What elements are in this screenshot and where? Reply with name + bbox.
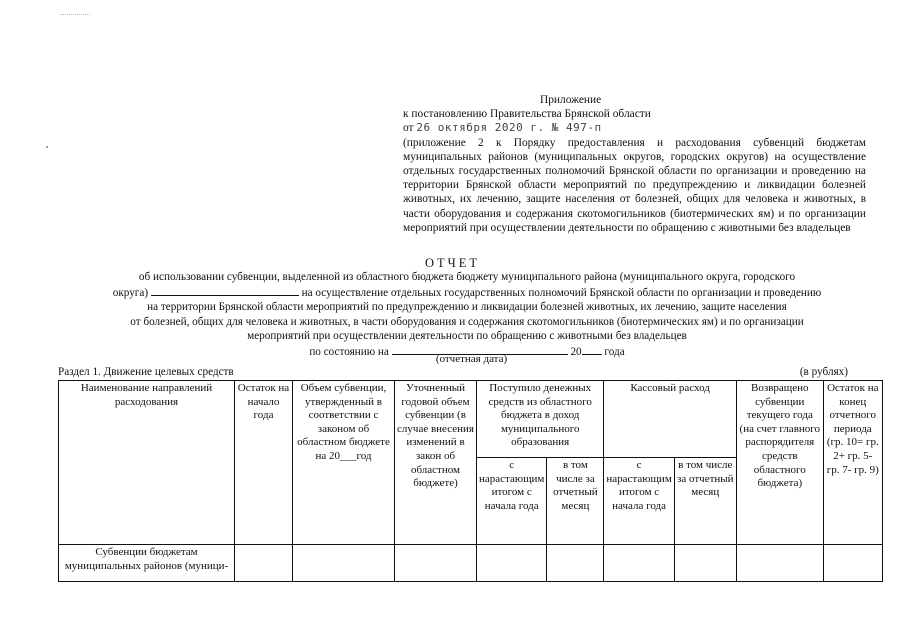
col-refined-header: Уточненный годовой объем субвенции (в случае внесения изменений в закон об областном бюджете) (395, 381, 477, 545)
report-date-year: 20 (570, 346, 582, 359)
col-received-month-header: в том числе за отчетный месяц (547, 458, 604, 545)
row1-cell[interactable] (395, 545, 477, 582)
appendix-line1: к постановлению Правительства Брянской области (403, 108, 651, 121)
municipality-name-blank[interactable] (151, 284, 299, 296)
col-cash-month-header: в том числе за отчетный месяц (674, 458, 736, 545)
col-volume-header: Объем субвенции, утвержденный в соответствии с законом об областном бюджете на 20___год (293, 381, 395, 545)
col-cash-cum-header: с нарастающим итогом с начала года (604, 458, 674, 545)
appendix-description: (приложение 2 к Порядку предоставления и расходования субвенций бюджетам муниципальных районов (муниципальных округов, городских округов) на осуществление отдельных государственных полномочий Брянской области по организации и проведению на территории Брянской области мероприятий по предупреждению и ликвидации болезней животных, их лечению, защите населения от болезней, общих для человека и животных, в части оборудования и содержания скотомогильников (биотермических ям) и по организации мероприятий при осуществлении деятельности по обращению с животными без владельцев (403, 136, 866, 234)
section-header (58, 366, 848, 378)
report-line1: об использовании субвенции, выделенной из областного бюджета бюджету муниципального района (муниципального округа, городского (138, 271, 796, 283)
row1-cell[interactable] (674, 545, 736, 582)
col-received-cum-header: с нарастающим итогом с начала года (477, 458, 547, 545)
report-date-caption: (отчетная дата) (435, 353, 508, 365)
appendix-block (403, 93, 866, 235)
report-date-suffix: года (604, 346, 625, 359)
row1-cell[interactable] (547, 545, 604, 582)
col-received-header: Поступило денежных средств из областного бюджета в доход муниципального образования (477, 381, 604, 458)
scan-artifact (60, 14, 90, 17)
row1-cell[interactable] (293, 545, 395, 582)
report-line5: мероприятий при осуществлении деятельности по обращению с животными без владельцев (247, 329, 687, 342)
appendix-title: Приложение (540, 94, 602, 106)
row1-cell[interactable] (477, 545, 547, 582)
row1-name: Субвенции бюджетам муниципальных районов (муници- (59, 545, 235, 582)
table-row (59, 545, 883, 582)
appendix-date-line (403, 121, 866, 135)
appendix-date-stamp: 26 октября 2020 г. № 497-п (416, 121, 602, 135)
appendix-date-prefix: от (403, 122, 414, 135)
row1-cell[interactable] (823, 545, 882, 582)
report-line2 (66, 284, 868, 300)
report-line4: от болезней, общих для человека и животных, в части оборудования и содержания скотомогильников (биотермических ям) и по организации (130, 315, 804, 328)
row1-cell[interactable] (736, 545, 823, 582)
report-line3: на территории Брянской области мероприятий по предупреждению и ликвидации болезней животных, их лечению, защите населения (147, 301, 787, 314)
report-title: ОТЧЕТ (424, 256, 481, 270)
report-line2-suffix: на осуществление отдельных государственных полномочий Брянской области по организации и проведению (301, 287, 822, 300)
col-name-header: Наименование направлений расходования (59, 381, 235, 545)
row1-cell[interactable] (235, 545, 293, 582)
scan-dot (46, 146, 48, 148)
report-body (66, 270, 868, 359)
col-balance-start-header: Остаток на начало года (235, 381, 293, 545)
report-date-prefix: по состоянию на (309, 346, 389, 359)
section-title: Раздел 1. Движение целевых средств (58, 366, 234, 378)
report-line2-prefix: округа) (112, 287, 149, 300)
col-cash-header: Кассовый расход (604, 381, 736, 458)
col-balance-end-header: Остаток на конец отчетного периода (гр. 10= гр. 2+ гр. 5- гр. 7- гр. 9) (823, 381, 882, 545)
row1-cell[interactable] (604, 545, 674, 582)
movement-table (58, 380, 883, 582)
section-unit: (в рублях) (799, 366, 848, 378)
col-returned-header: Возвращено субвенции текущего года (на счет главного распорядителя средств областного бюджета) (736, 381, 823, 545)
